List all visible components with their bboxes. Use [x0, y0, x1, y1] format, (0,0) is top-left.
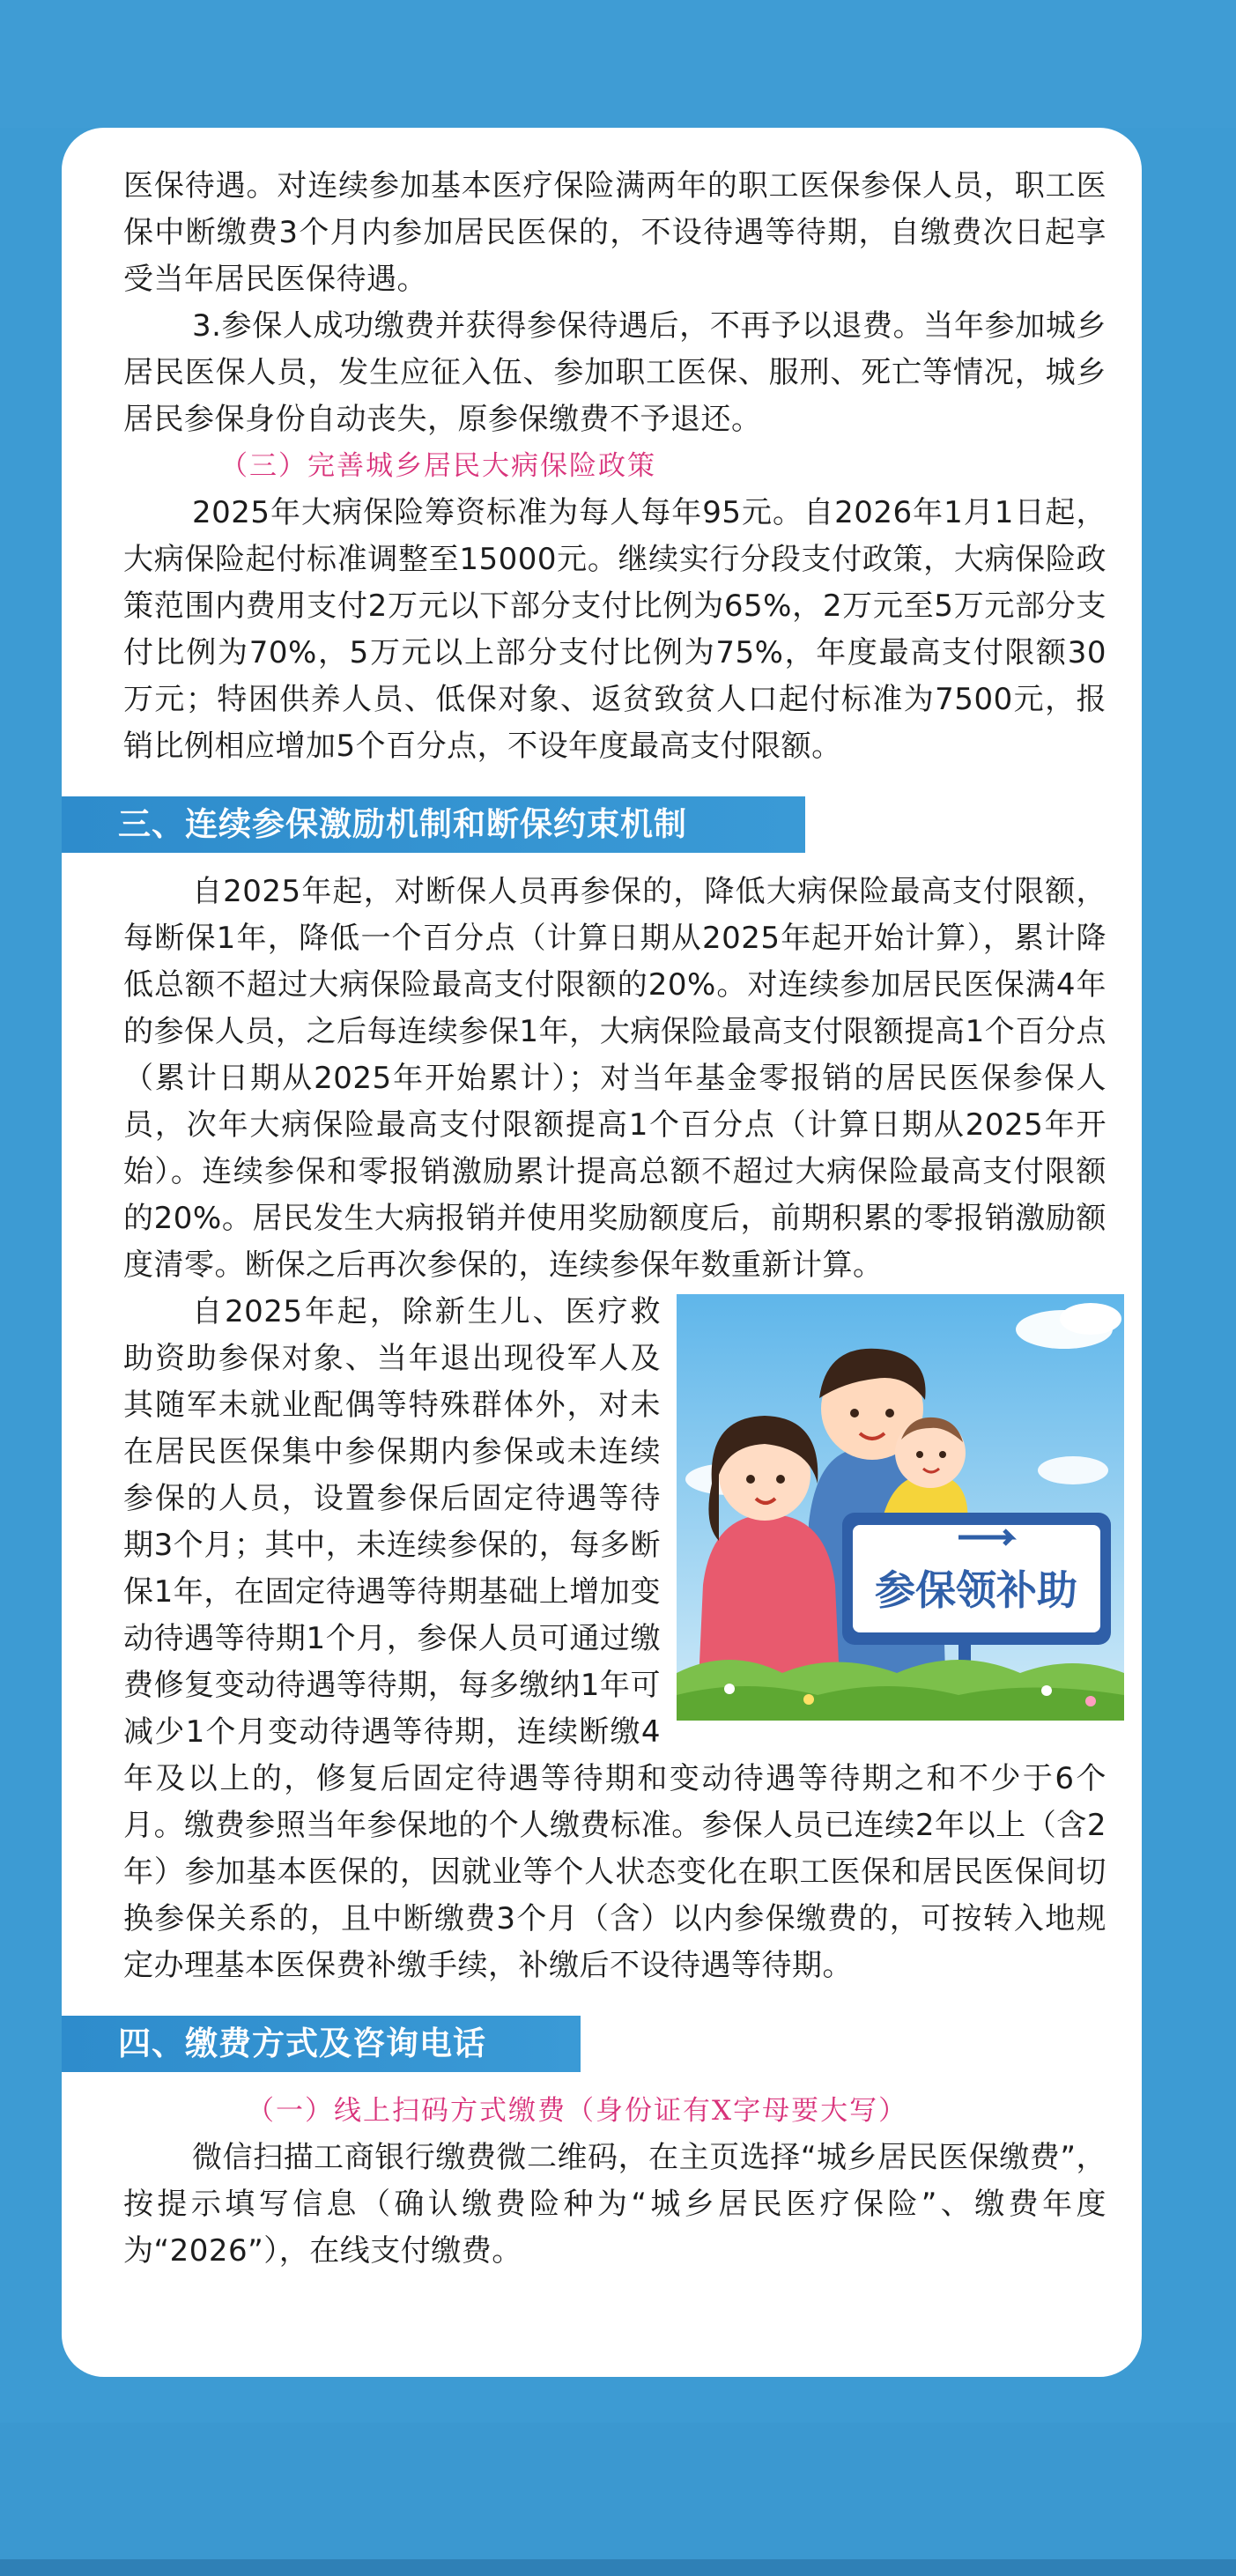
bottom-edge-stripe [0, 2559, 1236, 2576]
section-4-subsection-1-body: 微信扫描工商银行缴费微二维码，在主页选择“城乡居民医保缴费”，按提示填写信息（确认缴费险种为“城乡居民医疗保险”、缴费年度为“2026”），在线支付缴费。 [123, 2140, 1106, 2269]
top-background-band [0, 0, 1236, 128]
content-column [118, 163, 1106, 2275]
family-illustration [677, 1294, 1124, 1721]
intro-paragraph-1: 医保待遇。对连续参加基本医疗保险满两年的职工医保参保人员，职工医保中断缴费3个月内参加居民医保的，不设待遇等待期，自缴费次日起享受当年居民医保待遇。 [123, 168, 1106, 297]
subsection-3-body: 2025年大病保险筹资标准为每人每年95元。自2026年1月1日起，大病保险起付标准调整至15000元。继续实行分段支付政策，大病保险政策范围内费用支付2万元以下部分支付比例为65%，2万元至5万元部分支付比例为70%，5万元以上部分支付比例为75%，年度最高支付限额30万元；特困供养人员、低保对象、返贫致贫人口起付标准为7500元，报销比例相应增加5个百分点，不设年度最高支付限额。 [123, 495, 1106, 764]
section-4-subsection-1-title: （一）线上扫码方式缴费（身份证有X字母要大写） [247, 2095, 908, 2127]
section-4-header: 四、缴费方式及咨询电话 [62, 2016, 581, 2072]
intro-paragraph-2: 3.参保人成功缴费并获得参保待遇后，不再予以退费。当年参加城乡居民医保人员，发生应征入伍、参加职工医保、服刑、死亡等情况，城乡居民参保身份自动丧失，原参保缴费不予退还。 [123, 308, 1106, 437]
sign-label: 参保领补助 [875, 1566, 1077, 1614]
section-3-header: 三、连续参保激励机制和断保约束机制 [62, 796, 805, 853]
bottom-background-band [0, 2423, 1236, 2576]
subsection-3-title: （三）完善城乡居民大病保险政策 [220, 450, 656, 482]
section-3-paragraph-1: 自2025年起，对断保人员再参保的，降低大病保险最高支付限额，每断保1年，降低一个百分点（计算日期从2025年起开始计算），累计降低总额不超过大病保险最高支付限额的20%。对连续参加居民医保满4年的参保人员，之后每连续参保1年，大病保险最高支付限额提高1个百分点（累计日期从2025年开始累计）；对当年基金零报销的居民医保参保人员，次年大病保险最高支付限额提高1个百分点（计算日期从2025年开始）。连续参保和零报销激励累计提高总额不超过大病保险最高支付限额的20%。居民发生大病报销并使用奖励额度后，前期积累的零报销激励额度清零。断保之后再次参保的，连续参保年数重新计算。 [123, 874, 1106, 1283]
section-3-paragraph-2: 自2025年起，除新生儿、医疗救助资助参保对象、当年退出现役军人及其随军未就业配偶等特殊群体外，对未在居民医保集中参保期内参保或未连续参保的人员，设置参保后固定待遇等待期3个月；其中，未连续参保的，每多断保1年，在固定待遇等待期基础上增加变动待遇等待期1个月，参保人员可通过缴费修复变动待遇等待期，每多缴纳1年可减少1个月变动待遇等待期，连续断缴4年及以上的，修复后固定待遇等待期和变动待遇等待期之和不少于6个月。缴费参照当年参保地的个人缴费标准。参保人员已连续2年以上（含2年）参加基本医保的，因就业等个人状态变化在职工医保和居民医保间切换参保关系的，且中断缴费3个月（含）以内参保缴费的，可按转入地规定办理基本医保费补缴手续，补缴后不设待遇等待期。 [123, 1294, 1106, 1983]
content-card [62, 128, 1142, 2377]
